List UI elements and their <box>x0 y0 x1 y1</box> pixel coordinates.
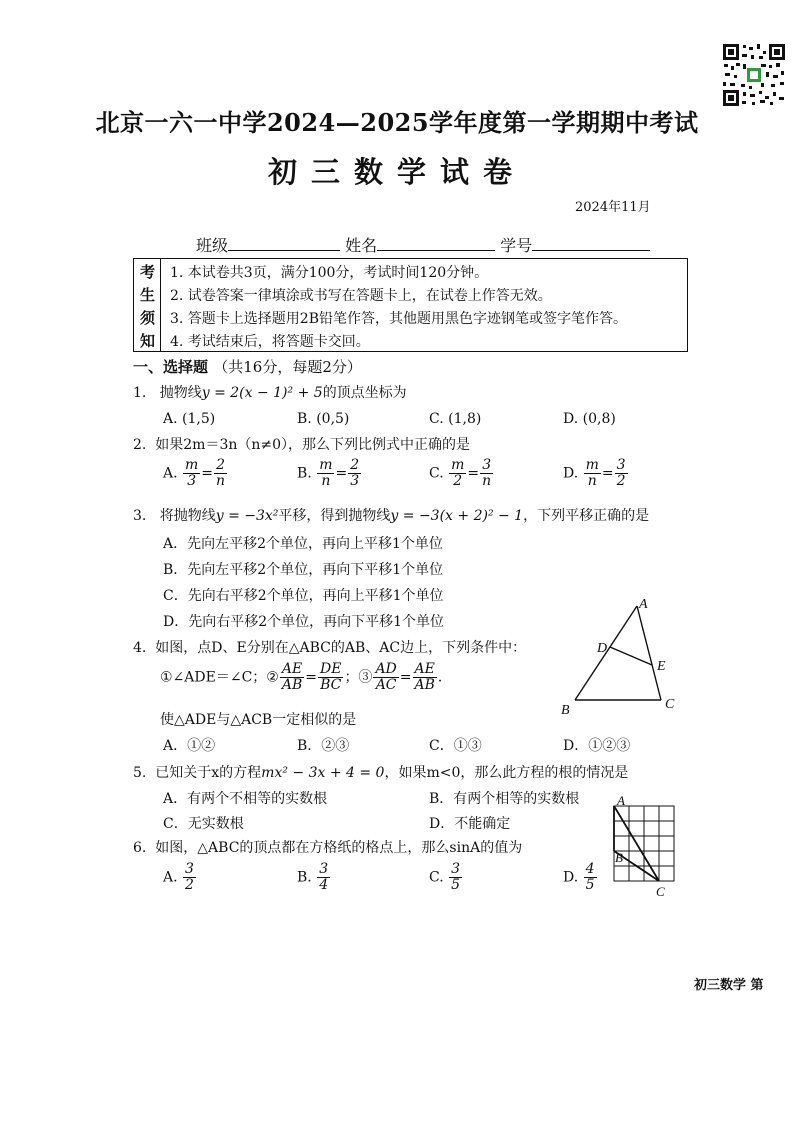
q4-option-a[interactable]: A．①② <box>163 738 216 754</box>
q4-option-b[interactable]: B．②③ <box>297 738 350 754</box>
id-field[interactable] <box>532 236 650 251</box>
qr-code <box>721 42 787 108</box>
notice-item: 1. 本试卷共3页，满分100分，考试时间120分钟。 <box>170 265 489 281</box>
triangle-figure <box>555 596 685 720</box>
side-ac <box>614 806 659 881</box>
q1-option-c[interactable]: C. (1,8) <box>429 411 482 427</box>
formula: mx² − 3x + 4 = 0 <box>261 765 385 781</box>
formula: y = −3(x + 2)² − 1 <box>390 508 524 524</box>
id-label: 学号 <box>500 236 533 255</box>
exam-notice-box <box>133 258 688 352</box>
question-4-conditions: ①∠ADE＝∠C；② $\frac{AE}{AB}$ = $\frac{DE}{BC}$ ；③ $\frac{AD}{AC}$ = $\frac{AE}{AB}$ ． <box>160 661 452 693</box>
label-a: A <box>617 796 625 808</box>
q5-option-d[interactable]: D．不能确定 <box>429 816 511 832</box>
q1-option-b[interactable]: B. (0,5) <box>297 411 350 427</box>
notice-side-label: 考 生 须 知 <box>134 259 161 351</box>
q5-option-a[interactable]: A．有两个不相等的实数根 <box>163 791 328 807</box>
label-a: A <box>639 597 648 612</box>
question-5-stem: 5. 已知关于x的方程mx² − 3x + 4 = 0，如果m<0，那么此方程的根的情况是 <box>133 765 629 781</box>
q3-option-c[interactable]: C．先向右平移2个单位，再向上平移1个单位 <box>163 588 444 604</box>
q6-option-b[interactable]: B. $\frac{3}{4}$ <box>297 861 329 893</box>
question-3-stem: 3. 将抛物线y = −3x²平移，得到抛物线y = −3(x + 2)² − 1，下列平移正确的是 <box>133 508 650 524</box>
name-label: 姓名 <box>345 236 378 255</box>
formula: y = 2(x − 1)² + 5 <box>201 385 323 401</box>
q3-option-a[interactable]: A．先向左平移2个单位，再向上平移1个单位 <box>163 536 443 552</box>
q6-option-c[interactable]: C. $\frac{3}{5}$ <box>429 861 461 893</box>
side-ac <box>637 606 661 700</box>
q5-option-b[interactable]: B．有两个相等的实数根 <box>429 791 580 807</box>
page-footer: 初三数学 第 <box>694 978 764 993</box>
label-c: C <box>656 884 665 899</box>
notice-item: 3. 答题卡上选择题用2B铅笔作答，其他题用黑色字迹钢笔或签字笔作答。 <box>170 311 628 327</box>
student-info <box>196 233 650 256</box>
notice-item: 2. 试卷答案一律填涂或书写在答题卡上，在试卷上作答无效。 <box>170 288 552 304</box>
question-1-stem: 1. 抛物线y = 2(x − 1)² + 5的顶点坐标为 <box>133 385 407 401</box>
q5-option-c[interactable]: C．无实数根 <box>163 816 244 832</box>
label-e: E <box>657 659 666 674</box>
exam-title: 北京一六一中学2024—2025学年度第一学期期中考试 <box>95 108 699 137</box>
q1-option-d[interactable]: D. (0,8) <box>563 411 616 427</box>
q2-option-a[interactable]: A. $\frac{m}{3}$ = $\frac{2}{n}$ <box>163 457 226 489</box>
q4-option-c[interactable]: C．①③ <box>429 738 482 754</box>
label-b: B <box>615 850 623 865</box>
class-label: 班级 <box>196 236 229 255</box>
q3-option-d[interactable]: D．先向右平移2个单位，再向下平移1个单位 <box>163 614 445 630</box>
exam-subtitle: 初三数学试卷 <box>267 155 526 189</box>
notice-item: 4. 考试结束后，将答题卡交回。 <box>170 334 370 350</box>
formula: y = −3x² <box>215 508 279 524</box>
question-2-stem: 2. 如果2m＝3n（n≠0），那么下列比例式中正确的是 <box>133 437 471 453</box>
q2-option-d[interactable]: D. $\frac{m}{n}$ = $\frac{3}{2}$ <box>563 457 626 489</box>
question-4-conclusion: 使△ADE与△ACB一定相似的是 <box>160 712 357 728</box>
label-d: D <box>597 641 608 656</box>
exam-date: 2024年11月 <box>575 200 651 215</box>
q2-option-c[interactable]: C. $\frac{m}{2}$ = $\frac{3}{n}$ <box>429 457 492 489</box>
grid-figure <box>604 796 684 900</box>
question-4-stem: 4. 如图，点D、E分别在△ABC的AB、AC边上，下列条件中： <box>133 640 527 656</box>
q3-option-b[interactable]: B．先向左平移2个单位，再向下平移1个单位 <box>163 562 444 578</box>
q2-option-b[interactable]: B. $\frac{m}{n}$ = $\frac{2}{3}$ <box>297 457 360 489</box>
section-heading: 一、选择题 （共16分，每题2分） <box>133 358 362 376</box>
label-b: B <box>561 703 570 718</box>
q6-option-d[interactable]: D. $\frac{4}{5}$ <box>563 861 595 893</box>
q4-option-d[interactable]: D．①②③ <box>563 738 631 754</box>
class-field[interactable] <box>228 236 340 251</box>
q1-option-a[interactable]: A. (1,5) <box>163 411 216 427</box>
q6-option-a[interactable]: A. $\frac{3}{2}$ <box>163 861 194 893</box>
label-c: C <box>665 697 675 712</box>
name-field[interactable] <box>377 236 495 251</box>
question-6-stem: 6. 如图，△ABC的顶点都在方格纸的格点上，那么sinA的值为 <box>133 840 523 856</box>
segment-de <box>610 647 652 665</box>
